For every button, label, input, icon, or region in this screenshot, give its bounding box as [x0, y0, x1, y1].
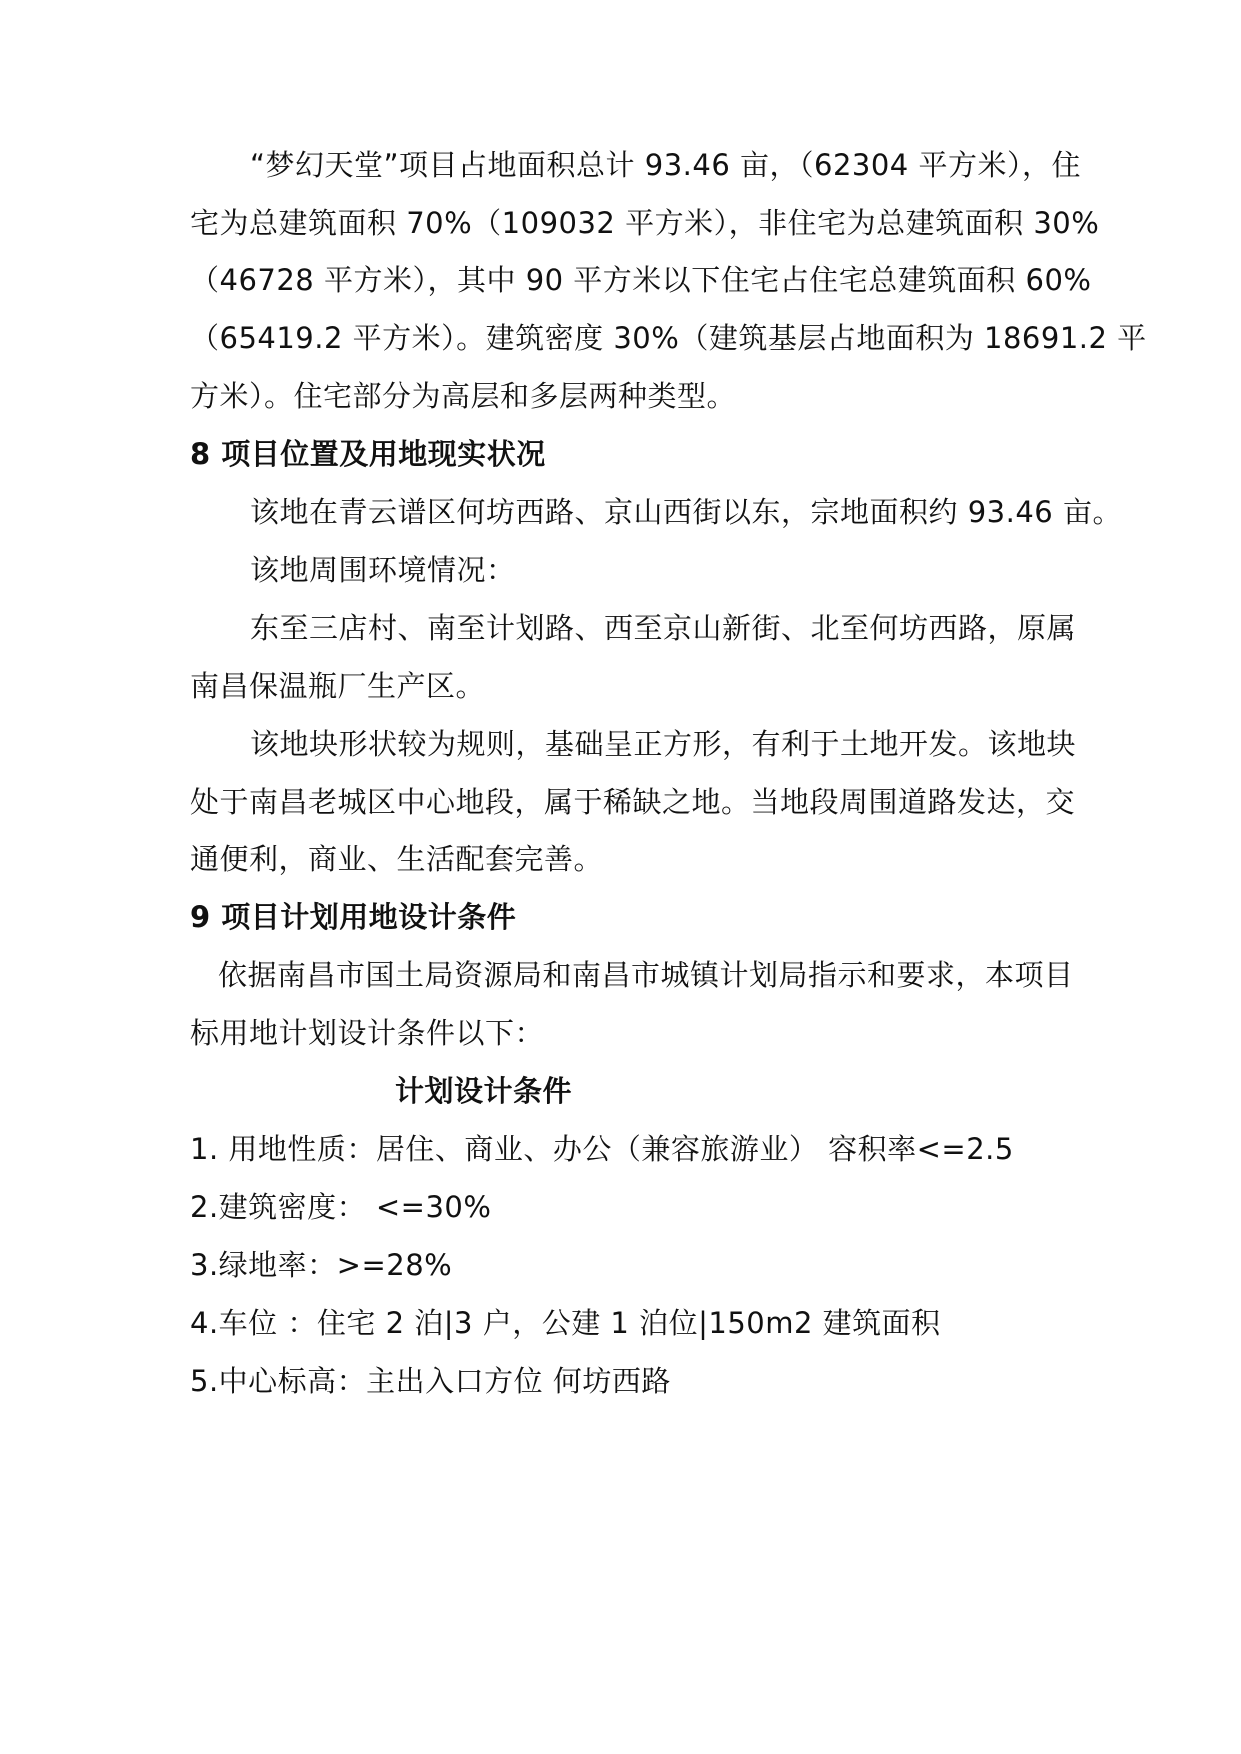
condition-item-4: 4.车位 ：住宅 2 泊|3 户，公建 1 泊位|150m2 建筑面积: [190, 1306, 941, 1340]
condition-item-2: 2.建筑密度： <=30%: [190, 1190, 492, 1224]
condition-item-5: 5.中心标高：主出入口方位 何坊西路: [190, 1364, 671, 1398]
condition-item-3: 3.绿地率：>=28%: [190, 1248, 453, 1282]
intro-line-4: （65419.2 平方米）。建筑密度 30%（建筑基层占地面积为 18691.2 平: [190, 321, 1147, 355]
section-9-paragraph-line-2: 标用地计划设计条件以下：: [190, 1016, 545, 1050]
condition-item-1: 1. 用地性质：居住、商业、办公（兼容旅游业） 容积率<=2.5: [190, 1132, 1014, 1166]
intro-line-3: （46728 平方米），其中 90 平方米以下住宅占住宅总建筑面积 60%: [190, 263, 1092, 297]
section-8-paragraph-2: 该地周围环境情况：: [250, 553, 516, 587]
section-8-heading: 8 项目位置及用地现实状况: [190, 437, 546, 471]
section-8-paragraph-3-line-1: 东至三店村、南至计划路、西至京山新街、北至何坊西路，原属: [250, 611, 1077, 645]
section-9-heading: 9 项目计划用地设计条件: [190, 900, 517, 934]
section-8-paragraph-4-line-3: 通便利，商业、生活配套完善。: [190, 842, 604, 876]
intro-line-1: “梦幻天堂”项目占地面积总计 93.46 亩，（62304 平方米），住: [250, 148, 1081, 182]
conditions-title: 计划设计条件: [395, 1074, 573, 1108]
intro-line-2: 宅为总建筑面积 70%（109032 平方米），非住宅为总建筑面积 30%: [190, 206, 1100, 240]
section-9-paragraph-line-1: 依据南昌市国土局资源局和南昌市城镇计划局指示和要求，本项目: [218, 958, 1074, 992]
section-8-paragraph-1: 该地在青云谱区何坊西路、京山西街以东，宗地面积约 93.46 亩。: [250, 495, 1122, 529]
section-8-paragraph-4-line-2: 处于南昌老城区中心地段，属于稀缺之地。当地段周围道路发达，交: [190, 785, 1076, 819]
intro-line-5: 方米）。住宅部分为高层和多层两种类型。: [190, 379, 737, 413]
section-8-paragraph-4-line-1: 该地块形状较为规则，基础呈正方形，有利于土地开发。该地块: [250, 727, 1077, 761]
section-8-paragraph-3-line-2: 南昌保温瓶厂生产区。: [190, 669, 486, 703]
